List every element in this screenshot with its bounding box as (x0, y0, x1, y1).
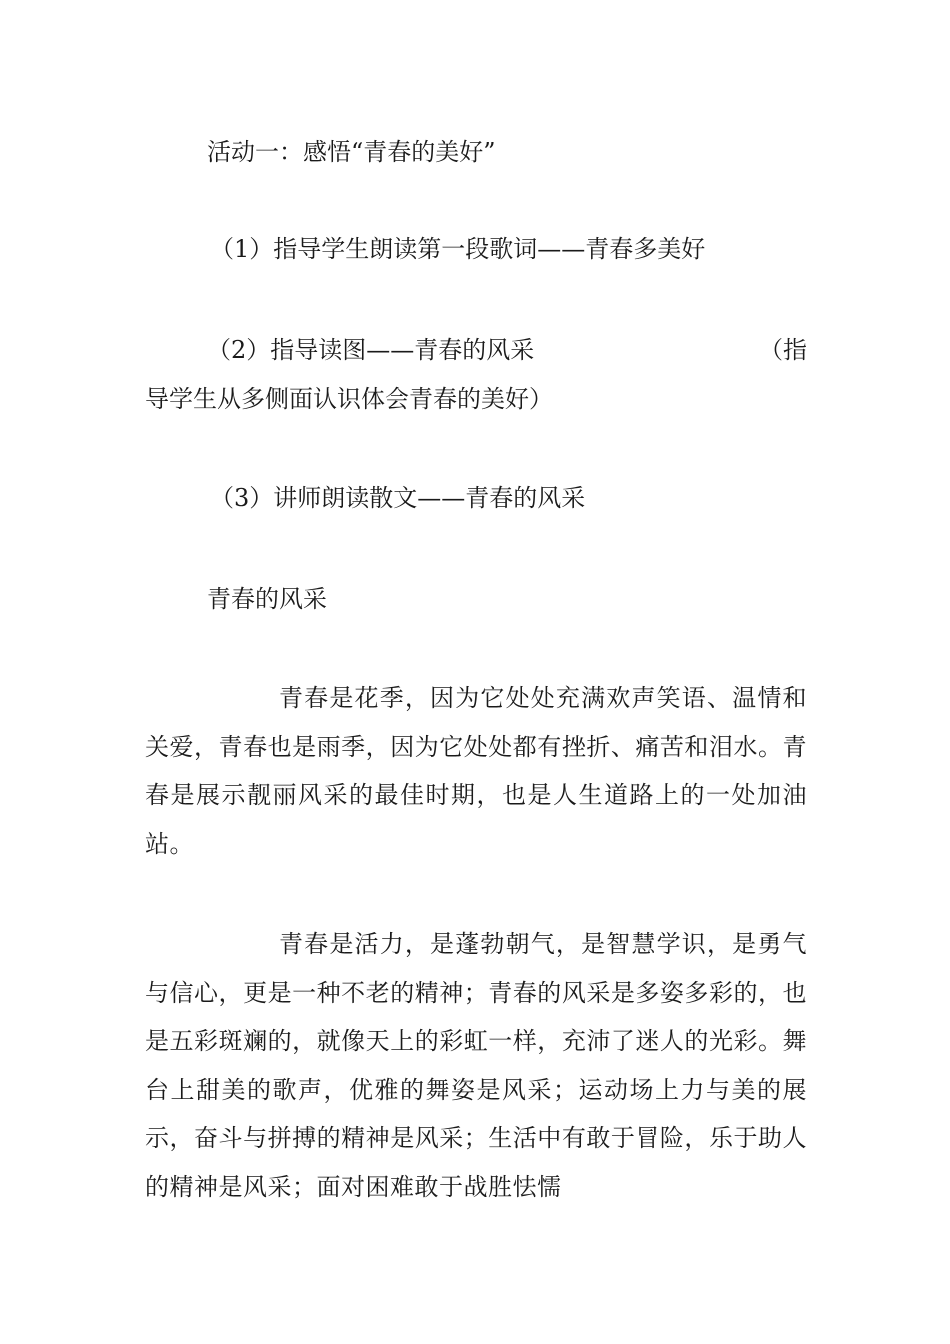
essay-paragraph-2: 青春是活力，是蓬勃朝气，是智慧学识，是勇气与信心，更是一种不老的精神；青春的风采是多姿多彩的，也是五彩斑斓的，就像天上的彩虹一样，充沛了迷人的光彩。舞台上甜美的歌声，优雅的舞姿是风采；运动场上力与美的展示，奋斗与拼搏的精神是风采；生活中有敢于冒险，乐于助人的精神是风采；面对困难敢于战胜怯懦 (145, 930, 807, 1201)
essay-paragraph-1: 青春是花季，因为它处处充满欢声笑语、温情和关爱，青春也是雨季，因为它处处都有挫折、痛苦和泪水。青春是展示靓丽风采的最佳时期，也是人生道路上的一处加油站。 (145, 684, 807, 858)
step-2-note-start: （指 (759, 336, 807, 364)
step-1-text: （1）指导学生朗读第一段歌词——青春多美好 (210, 235, 706, 263)
essay-title: 青春的风采 (207, 585, 327, 613)
step-2-title: （2）指导读图——青春的风采 (207, 336, 535, 364)
step-3-text: （3）讲师朗读散文——青春的风采 (210, 484, 586, 512)
step-2-note-rest: 导学生从多侧面认识体会青春的美好） (145, 384, 553, 413)
step-2-block (145, 326, 807, 423)
activity-heading: 活动一：感悟“青春的美好” (207, 138, 496, 166)
